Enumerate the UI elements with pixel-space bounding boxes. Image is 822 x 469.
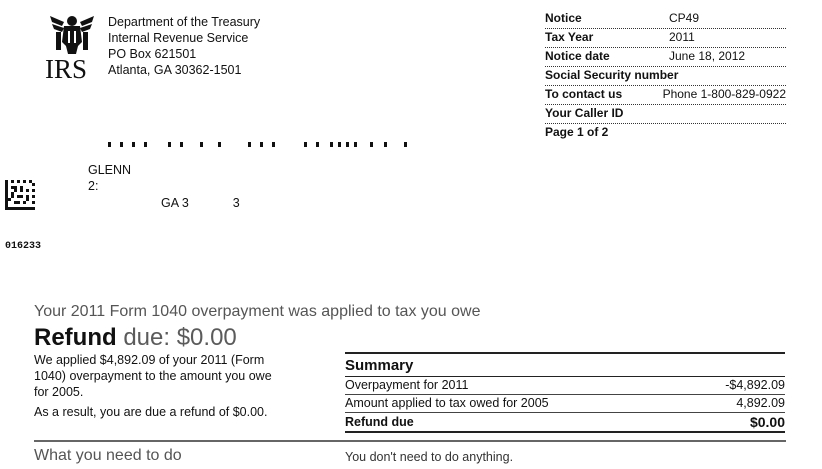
caller-id-row <box>545 105 786 124</box>
recipient-zip-tail: 3 <box>232 196 240 210</box>
notice-label: Notice <box>545 11 582 25</box>
page-number-row <box>545 124 786 142</box>
summary-table <box>345 352 785 433</box>
notice-value: CP49 <box>669 11 700 25</box>
svg-text:IRS: IRS <box>45 54 88 82</box>
notice-date-value: June 18, 2012 <box>669 49 746 63</box>
refund-heading <box>34 324 237 352</box>
recipient-address <box>88 162 131 194</box>
irs-logo <box>44 12 100 82</box>
sender-line: Internal Revenue Service <box>108 31 249 45</box>
sender-line: Department of the Treasury <box>108 15 261 29</box>
summary-total-label: Refund due <box>345 415 414 429</box>
action-text: You don't need to do anything. <box>345 450 514 464</box>
mail-code: 016233 <box>5 241 42 252</box>
ssn-value <box>669 67 786 85</box>
explanation-text <box>34 352 284 420</box>
contact-row <box>545 86 786 105</box>
caller-id-label: Your Caller ID <box>545 106 624 120</box>
summary-total-row <box>345 413 785 433</box>
summary-value: 4,892.09 <box>736 396 785 410</box>
notice-date-row <box>545 48 786 67</box>
sender-address <box>108 14 260 78</box>
notice-row <box>545 10 786 29</box>
summary-title: Summary <box>345 354 785 377</box>
ssn-label: Social Security number <box>545 68 679 82</box>
recipient-name: GLENN <box>88 163 132 177</box>
postal-barcode <box>108 142 408 147</box>
summary-total-value: $0.00 <box>749 414 785 430</box>
action-heading: What you need to do <box>34 447 182 464</box>
ssn-row <box>545 67 786 86</box>
recipient-city-line <box>161 196 284 210</box>
recipient-street: 2: <box>88 179 99 193</box>
page-number: Page 1 of 2 <box>545 125 609 139</box>
notice-info-table <box>545 10 786 142</box>
summary-value: -$4,892.09 <box>725 378 785 392</box>
explanation-para-1: We applied $4,892.09 of your 2011 (Form 1040) overpayment to the amount you owe for 2005. <box>34 353 272 399</box>
tax-year-value: 2011 <box>669 30 695 44</box>
explanation-para-2: As a result, you are due a refund of $0.00. <box>34 405 268 419</box>
summary-row <box>345 377 785 395</box>
summary-label: Amount applied to tax owed for 2005 <box>345 396 549 410</box>
refund-heading-bold: Refund <box>34 324 117 351</box>
notice-date-label: Notice date <box>545 49 610 63</box>
summary-label: Overpayment for 2011 <box>345 378 469 392</box>
refund-heading-rest: due: $0.00 <box>116 324 237 351</box>
caller-id-value <box>669 105 786 123</box>
matrix-barcode <box>5 180 35 210</box>
notice-subtitle: Your 2011 Form 1040 overpayment was applied to tax you owe <box>34 303 481 320</box>
summary-row <box>345 395 785 413</box>
action-section <box>34 440 786 464</box>
contact-phone[interactable]: Phone 1-800-829-0922 <box>662 87 786 101</box>
tax-year-row <box>545 29 786 48</box>
tax-year-label: Tax Year <box>545 30 594 44</box>
sender-line: PO Box 621501 <box>108 47 197 61</box>
contact-label: To contact us <box>545 87 623 101</box>
recipient-state-zip: GA 3 <box>161 196 189 210</box>
page-number-value <box>669 124 786 142</box>
sender-line: Atlanta, GA 30362-1501 <box>108 63 242 77</box>
